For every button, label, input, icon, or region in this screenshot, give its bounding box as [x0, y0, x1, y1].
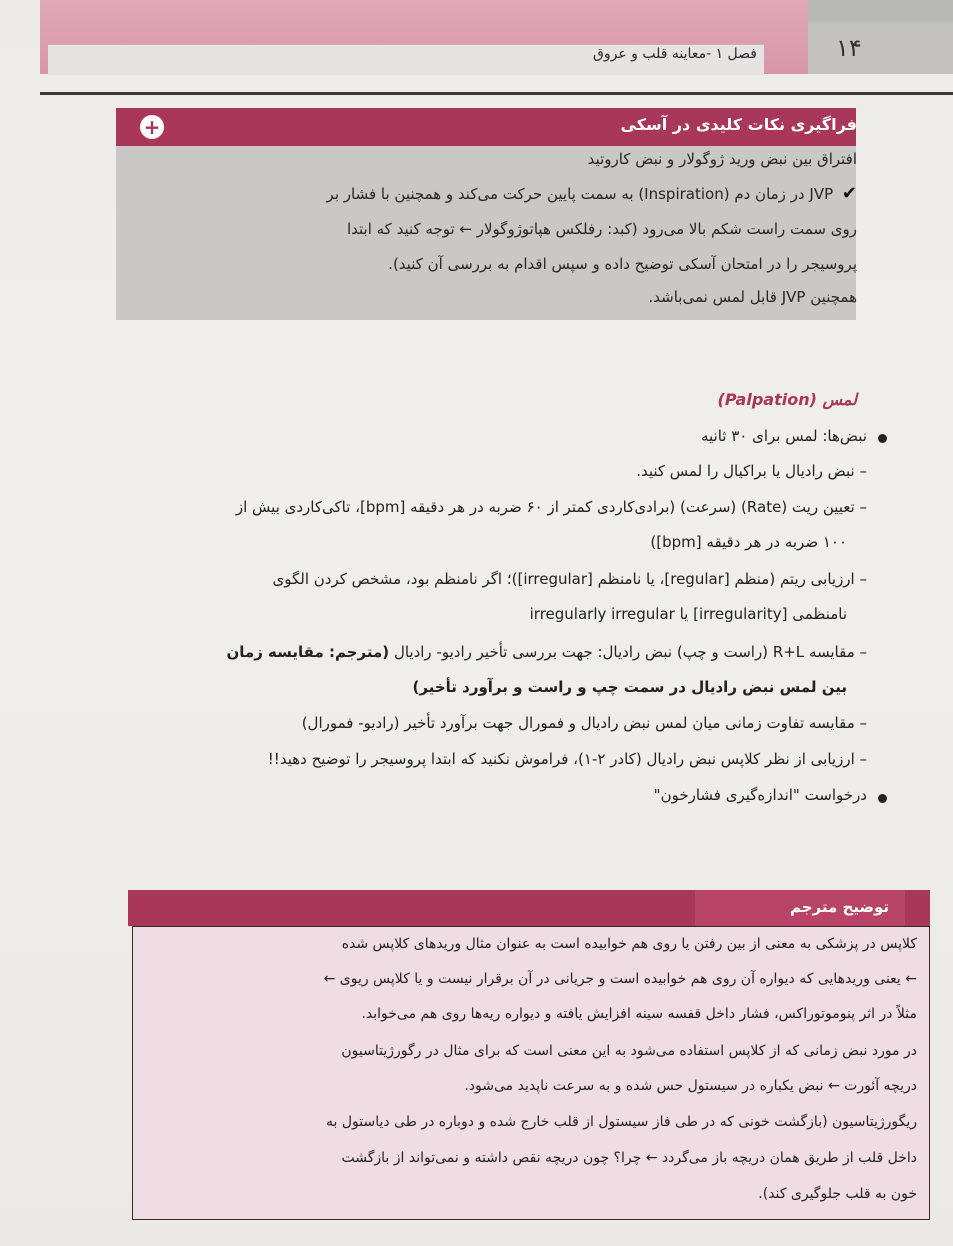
translator-remark: (مترجم: مقایسه زمان [226, 643, 390, 661]
translator-note-line: خون به قلب جلوگیری کند). [758, 1186, 917, 1202]
key-points-title: فراگیری نکات کلیدی در آسکی [620, 115, 857, 134]
key-points-line: همچنین JVP قابل لمس نمی‌باشد. [648, 288, 857, 306]
key-points-line [327, 183, 857, 204]
palpation-item: – تعیین ریت (Rate) (سرعت) (برادی‌کاردی کمتر از ۶۰ ضربه در هر دقیقه [bpm]، تاکی‌کاردی بیش از [235, 498, 867, 516]
page-number: ۱۴ [836, 34, 862, 62]
translator-note-title: توضیح مترجم [789, 898, 889, 916]
translator-note-line: دریچه آئورت ← نبض یکباره در سیستول حس شده و به سرعت ناپدید می‌شود. [464, 1078, 917, 1094]
header-page-box-inner [808, 22, 953, 74]
translator-note-line: ← یعنی وریدهایی که دیواره آن روی هم خوابیده است و جریانی در آن برقرار نیست و یا کلاپس ریوی ← [323, 971, 917, 987]
translator-note-line: مثلاً در اثر پنوموتوراکس، فشار داخل قفسه سینه افزایش یافته و دیواره ریه‌ها روی هم می‌خوابد. [361, 1006, 917, 1022]
key-points-line: پروسیجر را در امتحان آسکی توضیح داده و سپس اقدام به بررسی آن کنید). [388, 255, 857, 273]
key-points-line: افتراق بین نبض ورید ژوگولار و نبض کاروتید [587, 150, 857, 168]
palpation-item: ۱۰۰ ضربه در هر دقیقه [bpm]) [650, 533, 847, 551]
palpation-item [226, 643, 867, 661]
palpation-item: – مقایسه تفاوت زمانی میان لمس نبض رادیال و فمورال جهت برآورد تأخیر (رادیو- فمورال) [301, 714, 867, 732]
palpation-item: – ارزیابی ریتم (منظم [regular]، یا نامنظم [irregular])؛ اگر نامنظم بود، مشخص کردن الگوی [272, 570, 867, 588]
translator-note-line: کلاپس در پزشکی به معنی از بین رفتن یا روی هم خوابیده است به عنوان مثال وریدهای کلاپس شده [341, 936, 917, 952]
bullet-icon [878, 434, 887, 443]
plus-icon: + [140, 115, 164, 139]
palpation-item: – ارزیابی از نظر کلاپس نبض رادیال (کادر ۲-۱)، فراموش نکنید که ابتدا پروسیجر را توضیح دهید!! [267, 750, 867, 768]
key-points-line-text: JVP در زمان دم (Inspiration) به سمت پایین حرکت می‌کند و همچنین با فشار بر [326, 185, 834, 203]
palpation-item: – نبض رادیال یا براکیال را لمس کنید. [636, 462, 867, 480]
translator-note-line: در مورد نبض زمانی که از کلاپس استفاده می‌شود به این معنی است که برای مثال در رگورژیتاسیون [341, 1043, 917, 1059]
section-heading: لمس (Palpation) [717, 390, 857, 409]
palpation-item: بین لمس نبض رادیال در سمت چپ و راست و برآورد تأخیر) [412, 678, 847, 696]
palpation-item: درخواست "اندازه‌گیری فشارخون" [653, 786, 867, 804]
translator-note-line: ریگورژیتاسیون (بازگشت خونی که در طی فاز سیستول از قلب خارج شده و دوباره در طی دیاستول به [326, 1114, 917, 1130]
translator-note-line: داخل قلب از طریق همان دریچه باز می‌گردد ← چرا؟ چون دریچه نقص داشته و نمی‌تواند از بازگشت [341, 1150, 917, 1166]
palpation-item: نبض‌ها: لمس برای ۳۰ ثانیه [700, 427, 867, 445]
chapter-title: فصل ۱ -معاینه قلب و عروق [593, 46, 757, 62]
key-points-line: روی سمت راست شکم بالا می‌رود (کبد: رفلکس هپاتوژوگولار ← توجه کنید که ابتدا [346, 220, 857, 238]
header-rule [40, 92, 953, 95]
palpation-item: نامنظمی [irregularity] یا irregularly irregular [529, 605, 847, 623]
palpation-item-text: – مقایسه R+L (راست و چپ) نبض رادیال: جهت بررسی تأخیر رادیو- رادیال [393, 643, 867, 661]
check-icon: ✔ [841, 183, 857, 204]
bullet-icon [878, 794, 887, 803]
